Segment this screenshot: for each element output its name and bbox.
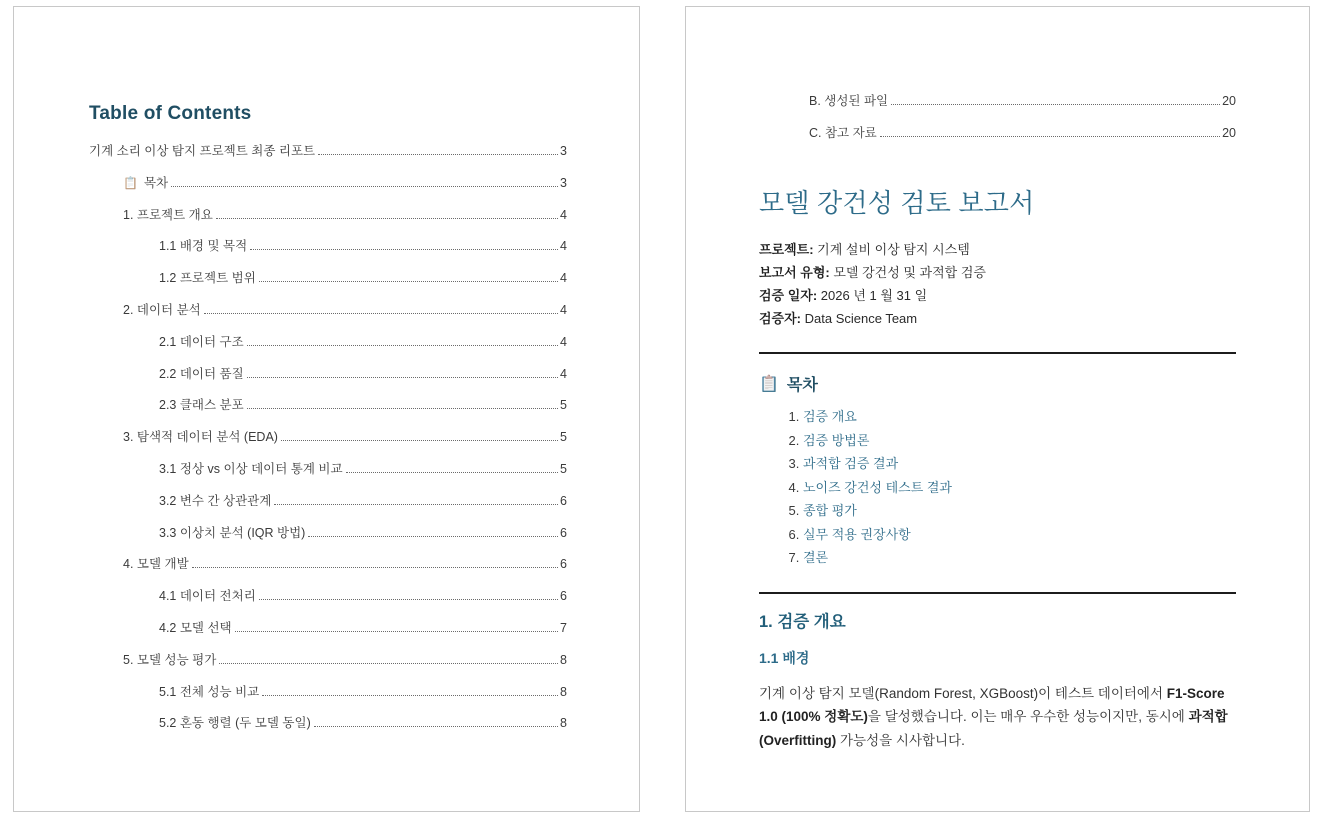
- mini-toc-item: [803, 476, 1236, 500]
- toc-page-number: 6: [560, 557, 567, 572]
- toc-page-number: 8: [560, 684, 567, 699]
- report-meta: [759, 238, 1236, 330]
- toc-entry-label: 3.2 변수 간 상관관계: [159, 493, 272, 508]
- toc-page-number: 4: [560, 334, 567, 349]
- toc-entry-label: B. 생성된 파일: [809, 94, 889, 108]
- dot-leader: [219, 663, 558, 664]
- dot-leader: [204, 313, 558, 314]
- toc-entry[interactable]: [89, 395, 567, 427]
- toc-entry[interactable]: [89, 586, 567, 618]
- toc-entry-label: 📋 목차: [123, 175, 169, 190]
- mini-toc-link[interactable]: 결론: [803, 550, 829, 565]
- toc-entry-label: 3.1 정상 vs 이상 데이터 통계 비교: [159, 461, 343, 476]
- dot-leader: [314, 726, 558, 727]
- toc-entry[interactable]: [89, 523, 567, 555]
- toc-entry-label: 3. 탐색적 데이터 분석 (EDA): [123, 430, 278, 445]
- toc-entry-label: 4.2 모델 선택: [159, 620, 232, 635]
- toc-entry[interactable]: [89, 173, 567, 205]
- toc-entry[interactable]: [89, 364, 567, 396]
- toc-page-number: 4: [560, 239, 567, 254]
- toc-entry-label: 2.1 데이터 구조: [159, 334, 244, 349]
- toc-page-number: 4: [560, 366, 567, 381]
- toc-page-number: 3: [560, 144, 567, 158]
- mini-toc-item: [803, 452, 1236, 476]
- mini-toc-heading-label: 목차: [786, 377, 818, 394]
- dot-leader: [235, 631, 558, 632]
- page-right: [685, 6, 1310, 812]
- toc-entry[interactable]: [89, 554, 567, 586]
- toc-entry[interactable]: [89, 491, 567, 523]
- toc-entry[interactable]: [89, 268, 567, 300]
- toc-entry-label: 2.3 클래스 분포: [159, 398, 244, 413]
- toc-entry-label: 기계 소리 이상 탐지 프로젝트 최종 리포트: [89, 144, 316, 158]
- mini-toc-link[interactable]: 검증 개요: [803, 409, 857, 424]
- dot-leader: [192, 567, 558, 568]
- toc-entry-label: 5.1 전체 성능 비교: [159, 684, 260, 699]
- toc-page-number: 8: [560, 652, 567, 667]
- dot-leader: [891, 104, 1220, 105]
- toc-page-number: 6: [560, 525, 567, 540]
- dot-leader: [262, 695, 558, 696]
- mini-toc-link[interactable]: 노이즈 강건성 테스트 결과: [803, 479, 952, 495]
- dot-leader: [171, 186, 558, 187]
- subsection-heading: 1.1 배경: [759, 649, 810, 666]
- dot-leader: [247, 377, 558, 378]
- meta-line: 검증자: Data Science Team: [759, 311, 918, 326]
- dot-leader: [880, 136, 1220, 137]
- toc-entry[interactable]: [89, 650, 567, 682]
- meta-line: 보고서 유형: 모델 강건성 및 과적합 검증: [759, 265, 986, 280]
- toc-entry[interactable]: [89, 682, 567, 714]
- mini-toc-link[interactable]: 검증 방법론: [803, 432, 870, 448]
- toc-entry-label: 3.3 이상치 분석 (IQR 방법): [159, 525, 306, 540]
- toc-entry[interactable]: [89, 300, 567, 332]
- toc-page-number: 5: [560, 430, 567, 445]
- mini-toc-item: [803, 523, 1236, 547]
- clipboard-icon: 📋: [123, 175, 138, 190]
- mini-toc-list: [789, 405, 1236, 570]
- dot-leader: [247, 345, 558, 346]
- page-left: [13, 6, 640, 812]
- mini-toc-link[interactable]: 종합 평가: [803, 503, 857, 518]
- toc-page-number: 5: [560, 461, 567, 476]
- mini-toc-item: [803, 429, 1236, 453]
- dot-leader: [247, 408, 558, 409]
- toc-page-number: 20: [1222, 126, 1236, 140]
- mini-toc-item: [803, 499, 1236, 523]
- toc-heading: Table of Contents: [89, 103, 252, 124]
- dot-leader: [259, 599, 558, 600]
- toc-entry-label: 1.2 프로젝트 범위: [159, 271, 256, 286]
- toc-entry-label: 2. 데이터 분석: [123, 302, 201, 317]
- toc-entry-label: 5. 모델 성능 평가: [123, 652, 217, 667]
- toc-entry[interactable]: [89, 141, 567, 173]
- dot-leader: [250, 249, 558, 250]
- toc-entry[interactable]: [89, 713, 567, 745]
- toc-entry[interactable]: [89, 236, 567, 268]
- toc-page-number: 6: [560, 493, 567, 508]
- toc-page-number: 20: [1222, 94, 1236, 108]
- divider: [759, 592, 1236, 594]
- toc-page-number: 4: [560, 207, 567, 222]
- divider: [759, 352, 1236, 354]
- toc-page-number: 7: [560, 620, 567, 635]
- toc-entry[interactable]: [89, 427, 567, 459]
- toc-entry[interactable]: [759, 123, 1236, 155]
- dot-leader: [274, 504, 558, 505]
- toc-entry-label: C. 참고 자료: [809, 126, 877, 140]
- meta-line: 프로젝트: 기계 설비 이상 탐지 시스템: [759, 242, 970, 257]
- dot-leader: [259, 281, 558, 282]
- toc-entry[interactable]: [759, 91, 1236, 123]
- report-title: 모델 강건성 검토 보고서: [759, 188, 1035, 218]
- toc-entry[interactable]: [89, 205, 567, 237]
- toc-page-number: 4: [560, 271, 567, 286]
- mini-toc-heading: [759, 372, 1236, 395]
- dot-leader: [308, 536, 558, 537]
- toc-entry-label: 4.1 데이터 전처리: [159, 589, 256, 604]
- toc-page-number: 6: [560, 589, 567, 604]
- dot-leader: [346, 472, 559, 473]
- toc-entry[interactable]: [89, 459, 567, 491]
- toc-entry-label: 2.2 데이터 품질: [159, 366, 244, 381]
- mini-toc-item: [803, 546, 1236, 570]
- toc-entry-label: 1.1 배경 및 목적: [159, 239, 248, 254]
- table-of-contents: [89, 141, 567, 745]
- toc-entry[interactable]: [89, 332, 567, 364]
- toc-page-number: 8: [560, 716, 567, 731]
- mini-toc-link[interactable]: 과적합 검증 결과: [803, 456, 899, 471]
- section-heading: 1. 검증 개요: [759, 612, 846, 631]
- toc-page-number: 5: [560, 398, 567, 413]
- toc-entry-label: 4. 모델 개발: [123, 557, 189, 572]
- mini-toc-link[interactable]: 실무 적용 권장사항: [803, 526, 911, 542]
- toc-entry-label: 1. 프로젝트 개요: [123, 207, 213, 222]
- toc-page-number: 4: [560, 302, 567, 317]
- meta-line: 검증 일자: 2026 년 1 월 31 일: [759, 288, 928, 303]
- dot-leader: [281, 440, 558, 441]
- dot-leader: [318, 154, 558, 155]
- toc-page-number: 3: [560, 175, 567, 190]
- toc-entry[interactable]: [89, 618, 567, 650]
- clipboard-icon: 📋: [759, 375, 779, 393]
- toc-continuation: [759, 91, 1236, 155]
- toc-entry-label: 5.2 혼동 행렬 (두 모델 동일): [159, 716, 311, 731]
- mini-toc-item: [803, 405, 1236, 429]
- body-paragraph: 기계 이상 탐지 모델(Random Forest, XGBoost)이 테스트 데이터에서 F1-Score 1.0 (100% 정확도)을 달성했습니다. 이는 매우 우수한 성능이지만, 동시에 과적합(Overfitting) 가능성을 시사합니다.: [759, 685, 1228, 748]
- dot-leader: [216, 218, 558, 219]
